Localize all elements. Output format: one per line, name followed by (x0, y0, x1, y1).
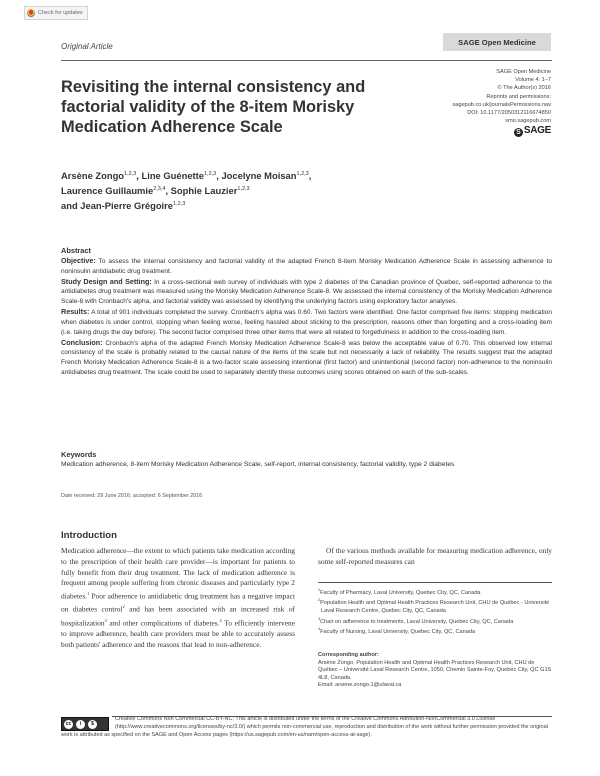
corresponding-author (318, 652, 552, 690)
check-updates-label: Check for updates (38, 10, 83, 16)
author: Jocelyne Moisan$^{1,2,3}$, (221, 170, 312, 181)
abstract-design: Study Design and Setting: In a cross-sectional web survey of individuals with type 2 diabetes of the Canadian province of Quebec, self-reported adherence to the antidiabetes drug treatment was measured using the Morisky Medication Adherence Scale-8. We assessed the internal consistency of the Morisky Medication Adherence Scale-8 with Cronbach's alpha, and factorial validity was assessed by identifying the underlying factors using exploratory factor analyses. (61, 276, 552, 306)
corresponding-address: Arsène Zongo, Population Health and Optimal Health Practices Research Unit, CHU de Québec – Université Laval Research Centre, 1050, Chemin Sainte-Foy, Quebec City, QC G1S 4L8, Canada. (318, 659, 552, 681)
sage-logo (452, 127, 551, 137)
citation-link[interactable]: 4 (219, 617, 222, 623)
keywords-list: Medication adherence, 8-item Morisky Medication Adherence Scale, self-report, internal consistency, factorial validity, type 2 diabetes (61, 460, 455, 468)
journal-meta (452, 68, 551, 137)
journal-banner: SAGE Open Medicine (443, 33, 551, 51)
affiliation: $^3$Chair on adherence to treatments, Laval University, Quebec City, QC, Canada (318, 616, 514, 625)
author: and Jean-Pierre Grégoire$^{1,2,3}$ (61, 199, 186, 211)
meta-site-link[interactable]: smo.sagepub.com (505, 118, 551, 125)
license-notice (61, 716, 552, 739)
introduction-heading: Introduction (61, 530, 117, 541)
citation-link[interactable]: 3 (104, 617, 107, 623)
paper-title: Revisiting the internal consistency and factorial validity of the 8-item Morisky Medication Adherence Scale (61, 78, 366, 136)
author: Sophie Lauzier$^{1,2,3}$ (170, 184, 250, 196)
author: Line Guénette$^{1,2,3}$, (141, 170, 222, 181)
author: Laurence Guillaumie$^{2,3,4}$, (61, 184, 171, 196)
crossmark-icon (27, 9, 35, 17)
license-text: Creative Commons Non Commercial CC-BY-NC: This article is distributed under the terms of the Creative Commons Attribution-NonCommercial 3.0 License (http://www.creativecommons.org/licenses/by-nc/3.0/) which permits non-commercial use, reproduction and distribution of the work without further permission provided the original work is attributed as specified on the SAGE and Open Access pages (https://us.sagepub.com/en-us/nam/open-access-at-sage). (61, 716, 548, 738)
abstract-conclusion: Conclusion: Cronbach's alpha of the adapted French Morisky Medication Adherence Scale-8 was below the acceptable value of 0.70. This observed low internal consistency of the scale is probably related to the causal nature of the items of the scale but not necessarily a lack of reliability. The results suggest that the adapted French Morisky Medication Adherence Scale-8 is a two-factor scale assessing intentional (first factor) and unintentional (second factor) non-adherence to the noninsulin antidiabetes drug treatment. The scale could be used to separately identify these outcomes using scores obtained on each of the sub-scales. (61, 337, 552, 377)
check-for-updates-button[interactable] (24, 6, 88, 20)
abstract-results: Results: A total of 901 individuals completed the survey. Cronbach's alpha was 0.60. Two factors were identified. One factor comprised five items: stopping medication when diabetes is under control, stopping when feeling worse, feeling hassled about sticking to the prescription, reasons other than forgetting and a cross-loading item (i.e. taking drugs the day before). The second factor comprised three other items that were all related to forgetfulness in addition to the cross-loading item. (61, 307, 552, 336)
article-type: Original Article (61, 42, 113, 51)
citation-link[interactable]: 1 (87, 591, 90, 597)
affiliation: $^2$Population Health and Optimal Health Practices Research Unit, CHU de Québec - Université Laval Research Centre, Quebec City, QC, Canada (318, 598, 550, 614)
sage-s-icon: S (514, 128, 523, 137)
abstract (61, 246, 552, 378)
affiliations (318, 587, 552, 636)
corresponding-heading: Corresponding author: (318, 652, 379, 658)
header-divider (61, 60, 552, 61)
abstract-heading: Abstract (61, 246, 91, 255)
meta-reprints-link[interactable]: sagepub.co.uk/journalsPermissions.nav (452, 101, 551, 108)
affiliation: $^1$Faculty of Pharmacy, Laval University, Quebec City, QC, Canada (318, 588, 481, 596)
citation-link[interactable]: 2 (122, 604, 125, 610)
meta-journal: SAGE Open Medicine (496, 69, 551, 75)
author: Arsène Zongo$^{1,2,3}$, (61, 170, 142, 181)
corresponding-email[interactable]: Email: arsene.zongo.1@ulaval.ca (318, 682, 402, 689)
meta-volume: Volume 4: 1–7 (515, 77, 551, 84)
author-list (61, 168, 441, 212)
introduction-left-column: Medication adherence—the extent to which patients take medication according to the prescription of their health care provider—is important for patients to fully benefit from their drug treatment. The lack of medication adherence is frequent among people suffering from chronic diseases and particularly type 2 diabetes.$^1$ Poor adherence to antidiabetic drug treatment has a negative impact on diabetes control$^2$ and has been associated with an increased risk of hospitalization$^3$ and other complications of diabetes.$^4$ To efficiently intervene to improve adherence, health care providers must be able to accurately assess both patients' adherence and the reasons that lead to non-adherence. (61, 546, 295, 649)
affiliation: $^4$Faculty of Nursing, Laval University, Quebec City, QC, Canada (318, 626, 476, 635)
introduction-right-column: Of the various methods available for measuring medication adherence, only some self-reported measures can (318, 546, 552, 566)
submission-dates: Date received: 29 June 2016; accepted: 6 September 2016 (61, 493, 203, 499)
meta-doi[interactable]: DOI: 10.1177/2050312116674850 (467, 110, 551, 117)
abstract-objective: Objective: To assess the internal consistency and factorial validity of the adapted French 8-item Morisky Medication Adherence Scale in assessing adherence to noninsulin antidiabetic drug treatment. (61, 255, 552, 275)
footnote-divider (318, 582, 552, 583)
meta-copyright: © The Author(s) 2016 (497, 85, 551, 92)
cc-icon: cc (65, 720, 72, 727)
meta-reprints: Reprints and permissions: (486, 93, 551, 100)
keywords (61, 450, 552, 469)
by-icon: i (76, 720, 85, 729)
cc-by-nc-badge[interactable] (61, 717, 109, 731)
keywords-heading: Keywords (61, 450, 97, 459)
sage-logo-text: SAGE (523, 125, 551, 137)
nc-icon: $ (88, 720, 97, 729)
